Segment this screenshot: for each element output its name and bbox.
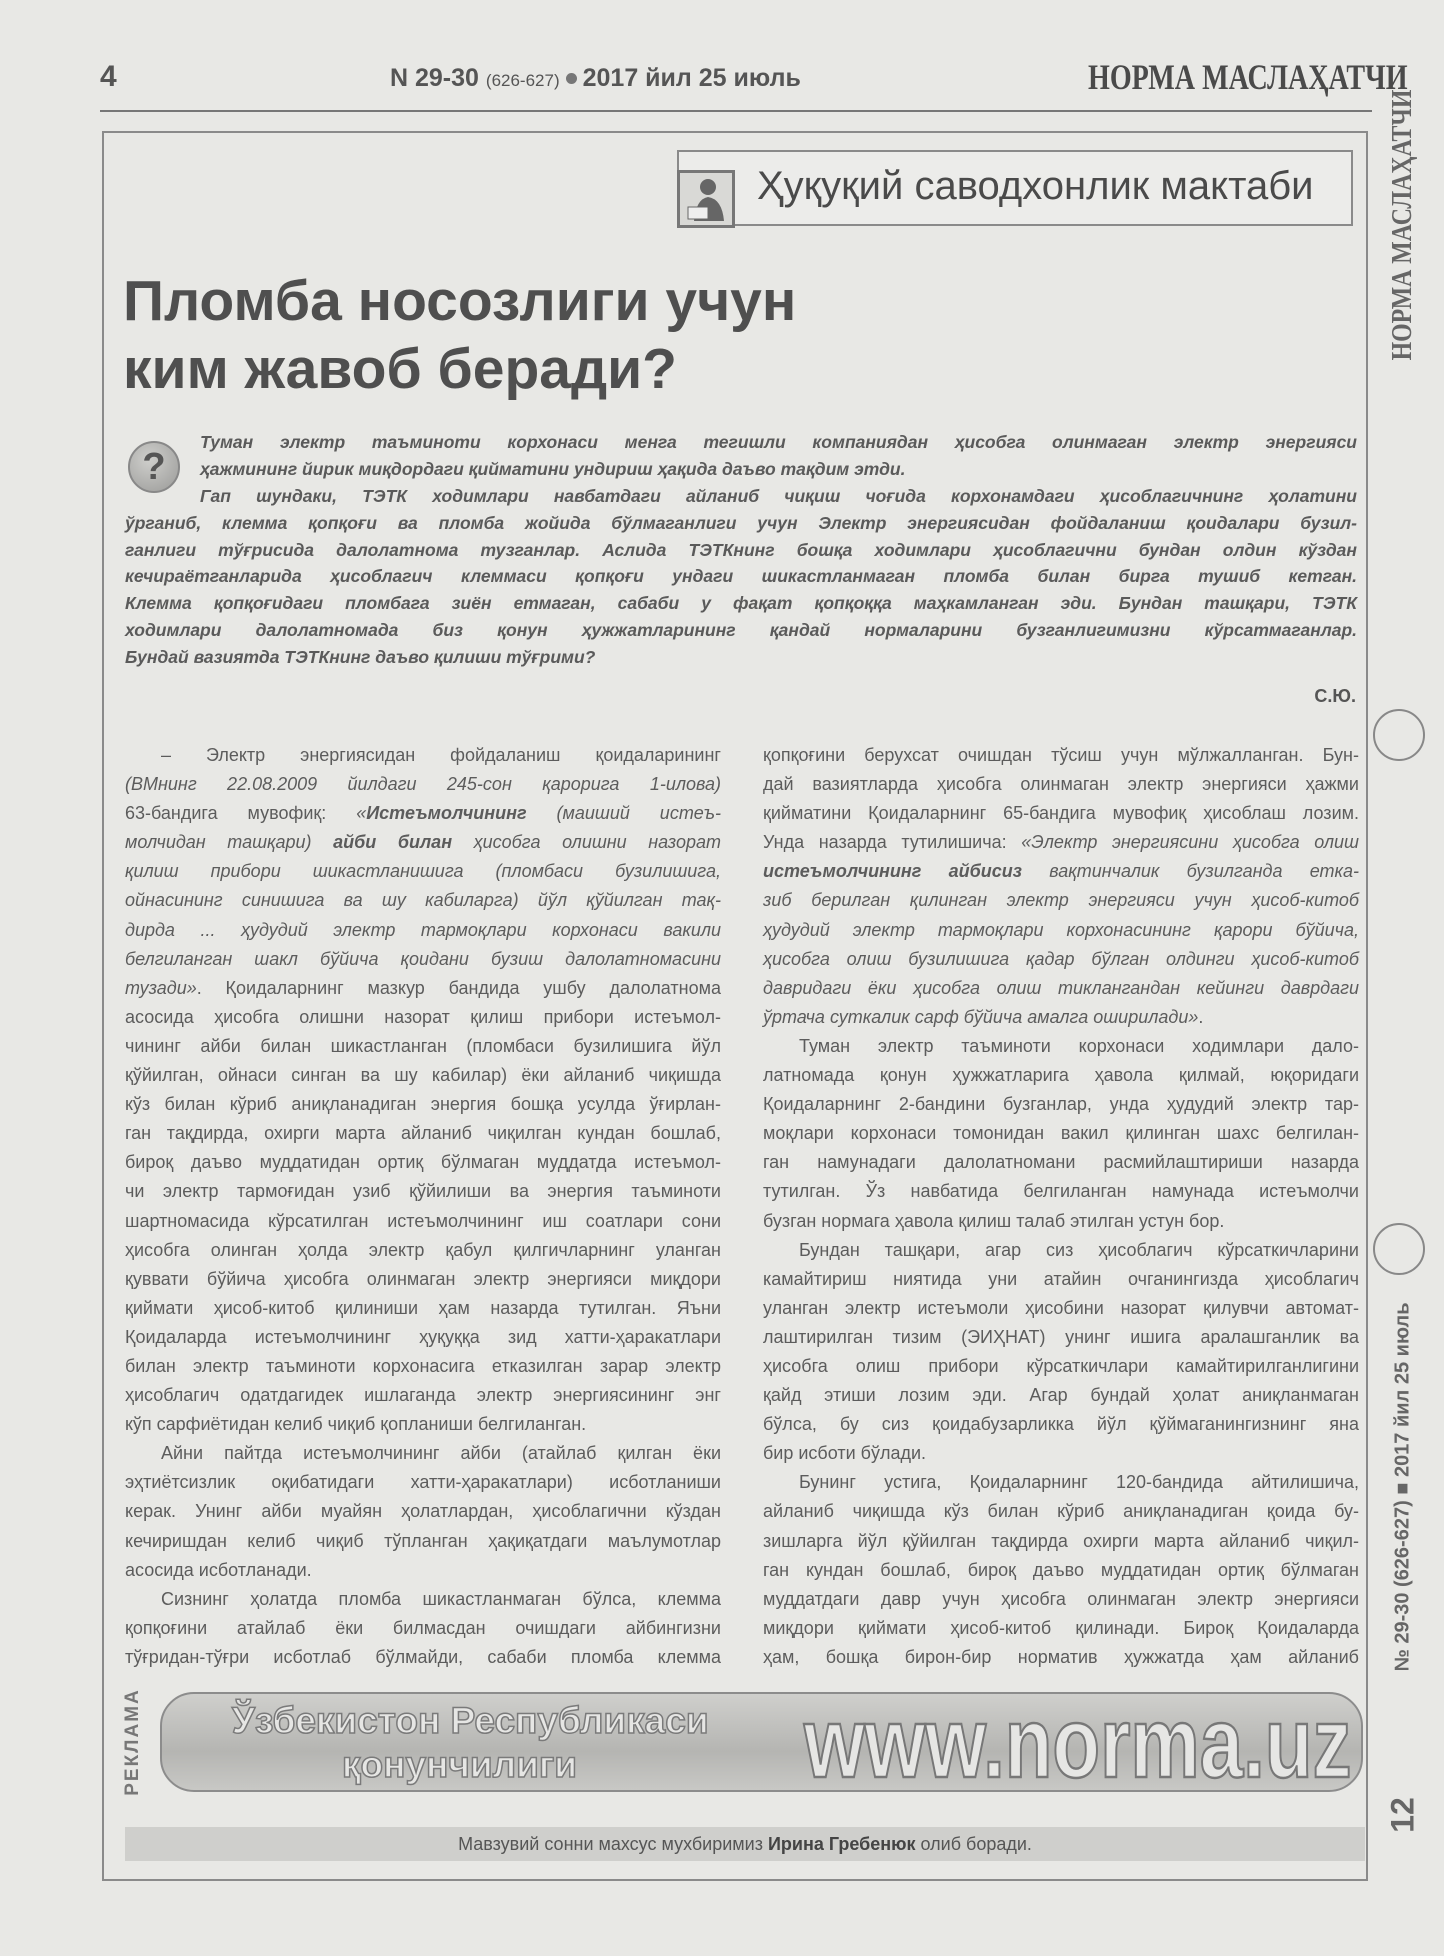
article-line xyxy=(763,1207,1359,1236)
text-segment: қопқоғини берухсат очишдан тўсиш учун мўлжалланган. Бун- xyxy=(763,745,1359,765)
text-segment: Айни пайтда истеъмолчининг айби (атайлаб қилган ёки xyxy=(161,1443,721,1464)
text-segment: (маиший истеъ- xyxy=(526,803,721,824)
issue-sub-number: (626-627) xyxy=(485,71,560,90)
question-line: Гап шундаки, ТЭТК ходимлари навбатдаги айланиб чиқиш чоғида корхонамдаги ҳисоблагичнинг ҳолатини xyxy=(200,485,1357,506)
text-segment: вақтинчалик бузилганда етка- xyxy=(1021,861,1360,882)
article-line xyxy=(125,1148,721,1177)
text-segment: миқдори қиймати ҳисоб-китоб қилинади. Бироқ Қоидаларда xyxy=(763,1617,1359,1638)
article-column-right xyxy=(763,741,1359,1672)
text-segment: қайд этиши лозим эди. Агар бундай ҳолат аниқланмаган xyxy=(763,1385,1359,1406)
text-segment: «Электр энергиясини ҳисобга олиш xyxy=(1021,832,1359,853)
text-segment: тўғридан-тўғри исботлаб бўлмайди, сабаби пломба клемма xyxy=(125,1646,721,1667)
text-segment: ҳам, бошқа бирон-бир норматив ҳужжатда ҳам айланиб xyxy=(763,1646,1359,1667)
article-line xyxy=(763,886,1359,915)
article-line xyxy=(125,1119,721,1148)
reader-question xyxy=(125,429,1357,671)
article-line xyxy=(763,1032,1359,1061)
article-line xyxy=(763,974,1359,1003)
text-segment: муддатдаги давр учун ҳисобга олинмаган электр энергияси xyxy=(763,1588,1359,1609)
question-line: ҳажмининг йирик миқдордаги қийматини ундириш ҳақида даъво тақдим этди. xyxy=(200,458,906,479)
credit-author-name: Ирина Гребенюк xyxy=(767,1834,916,1854)
text-segment: тузади» xyxy=(125,977,197,998)
page-number: 4 xyxy=(100,60,117,93)
article-line xyxy=(125,1265,721,1294)
binder-hole-icon xyxy=(1373,1223,1425,1275)
article-line xyxy=(763,1148,1359,1177)
text-segment: қўйилган, ойнаси синган ва шу кабилар) ёки айланиб чиқишда xyxy=(125,1065,721,1086)
article-line xyxy=(763,1527,1359,1556)
article-line xyxy=(125,1585,721,1614)
article-line xyxy=(763,857,1359,886)
text-segment: Туман электр таъминоти корхонаси ходимлари дало- xyxy=(799,1035,1359,1056)
text-segment: ҳисобга олиш прибори кўрсаткичлари камайтирилганлигини xyxy=(763,1355,1359,1376)
question-line: Бундай вазиятда ТЭТКнинг даъво қилиши тўғрими? xyxy=(125,647,596,668)
text-segment: дирда ... ҳудудий электр тармоқлари корхонаси вакили xyxy=(125,919,721,940)
article-line xyxy=(125,1207,721,1236)
article-line xyxy=(125,1236,721,1265)
text-segment: қилиш прибори шикастланишига (пломбаси бузилишига, xyxy=(125,861,721,882)
article-title-line-1: Пломба носозлиги учун xyxy=(123,269,797,333)
text-segment: керак. Унинг айби муайян ҳолатлардан, ҳисоблагични кўздан xyxy=(125,1501,721,1522)
ad-text-line-2: қонунчилиги xyxy=(342,1744,578,1785)
question-line: Туман электр таъминоти корхонаси менга тегишли компаниядан ҳисобга олинмаган электр энергияси xyxy=(200,432,1357,452)
text-segment: « xyxy=(356,803,367,824)
article-line xyxy=(125,974,721,1003)
text-segment: ўртача суткалик сарф бўйича амалга оширилади» xyxy=(763,1006,1199,1027)
text-segment: кечиришдан келиб чиқиб тўпланган ҳақиқатдаги маълумотлар xyxy=(125,1530,721,1551)
text-segment: Истеъмолчининг xyxy=(366,803,527,824)
side-page-number: 12 xyxy=(1384,1797,1421,1833)
text-segment: зиб берилган қилинган электр энергияси учун ҳисоб-китоб xyxy=(763,890,1359,911)
ad-banner[interactable] xyxy=(160,1692,1363,1792)
text-segment: қопқоғини атайлаб ёки билмасдан очишдаги айбингизни xyxy=(125,1617,721,1638)
article-line xyxy=(763,1556,1359,1585)
article-line xyxy=(125,1468,721,1497)
reader-figure-icon xyxy=(677,170,735,228)
article-line xyxy=(125,1614,721,1643)
article-line xyxy=(763,1352,1359,1381)
text-segment: ган намунадаги далолатномани расмийлаштириши назарда xyxy=(763,1152,1359,1173)
question-line: Клемма қопқоғидаги пломбага зиён етмаган, сабаби у фақат қопқоққа маҳкамланган эди. Бундан ташқари, ТЭТК xyxy=(125,593,1357,614)
question-signature: С.Ю. xyxy=(1314,686,1356,706)
question-line: ганлиги тўғрисида далолатнома тузганлар. Аслида ТЭТКнинг бошқа ходимлари ҳисоблагични бундан олдин кўздан xyxy=(125,539,1357,560)
text-segment: чи электр тармоғидан узиб қўйилиши ва энергия таъминоти xyxy=(125,1181,721,1202)
text-segment: ҳисобга олинган ҳолда электр қабул қилгичларнинг уланган xyxy=(125,1239,721,1260)
text-segment: асосида ҳисобга олишни назорат қилиш прибори истеъмол- xyxy=(125,1006,721,1027)
issue-number: N 29-30 xyxy=(390,64,479,92)
text-segment: – Электр энергиясидан фойдаланиш қоидаларининг xyxy=(161,745,721,765)
article-line xyxy=(763,1381,1359,1410)
text-segment: чининг айби билан шикастланган (пломбаси бузилишига йўл xyxy=(125,1035,721,1056)
text-segment: ган тақдирда, охирги марта айланиб чиқилган кундан бошлаб, xyxy=(125,1123,721,1144)
question-line: ходимлари далолатномада биз қонун ҳужжатларининг қандай нормаларини бузганлигимизни кўрсатмаганлар. xyxy=(125,620,1357,641)
text-segment: қиймати ҳисоб-китоб қилиниши ҳам назарда тутилган. Яъни xyxy=(125,1297,721,1318)
text-segment: белгиланган шакл бўйича қоидани бузиш далолатномасини xyxy=(125,948,721,969)
article-line xyxy=(125,1061,721,1090)
text-segment: бўлса, бу сиз қоидабузарликка йўл қўймаганингизнинг яна xyxy=(763,1414,1359,1435)
article-line xyxy=(125,916,721,945)
article-line xyxy=(763,1294,1359,1323)
text-segment: айби билан xyxy=(333,832,453,853)
text-segment: бир исботи бўлади. xyxy=(763,1443,927,1464)
article-line xyxy=(763,1236,1359,1265)
text-segment: (ВМнинг 22.08.2009 йилдаги 245-сон қарорига 1-илова) xyxy=(125,774,721,795)
article-line xyxy=(125,1643,721,1672)
text-segment: асосида исботланади. xyxy=(125,1559,312,1580)
text-segment: лаштирилган тизим (ЭИҲНАТ) унинг ишига аралашганлик ва xyxy=(763,1326,1359,1347)
text-segment: қуввати бўйича ҳисобга олинмаган электр энергияси миқдори xyxy=(125,1268,721,1289)
newspaper-logo: НОРМА МАСЛАҲАТЧИ xyxy=(1088,57,1408,97)
article-line xyxy=(125,828,721,857)
article-line xyxy=(763,770,1359,799)
article-line xyxy=(763,1090,1359,1119)
binder-hole-icon xyxy=(1373,709,1425,761)
text-segment: тутилган. Ўз навбатида белгиланган намунада истеъмолчи xyxy=(763,1181,1359,1202)
article-line xyxy=(125,1090,721,1119)
issue-date: 2017 йил 25 июль xyxy=(582,64,801,92)
article-line xyxy=(763,1585,1359,1614)
article-line xyxy=(125,799,721,828)
article-line xyxy=(763,1614,1359,1643)
article-line xyxy=(763,1003,1359,1032)
article-line xyxy=(763,1643,1359,1672)
text-segment: Сизнинг ҳолатда пломба шикастланмаган бўлса, клемма xyxy=(161,1588,721,1609)
text-segment: ҳудудий электр тармоқлари корхонасининг қарори бўйича, xyxy=(763,919,1359,940)
bullet-icon xyxy=(566,73,577,84)
text-segment: Унда назарда тутилишича: xyxy=(763,832,1022,853)
text-segment: эҳтиётсизлик оқибатидаги хатти-ҳаракатлари) исботланиши xyxy=(125,1472,721,1493)
article-line xyxy=(763,1439,1359,1468)
article-line xyxy=(125,1294,721,1323)
article-column-left xyxy=(125,741,721,1672)
article-line xyxy=(763,799,1359,828)
text-segment: ҳисоблагич одатдагидек ишлаганда электр энергиясининг энг xyxy=(125,1385,721,1406)
article-line xyxy=(763,741,1359,770)
text-segment: 63-бандига мувофиқ: xyxy=(125,803,357,824)
text-segment: давридаги ёки ҳисобга олиш тиклангандан кейинги даврдаги xyxy=(763,977,1359,998)
article-line xyxy=(125,1439,721,1468)
article-title-line-2: ким жавоб беради? xyxy=(123,337,677,401)
text-segment: қийматини Қоидаларнинг 65-бандига мувофиқ ҳисоблаш лозим. xyxy=(763,803,1359,824)
text-segment: камайтириш ниятида уни атайин очганингизда ҳисоблагич xyxy=(763,1268,1359,1289)
text-segment: уланган электр истеъмоли ҳисобини назорат қилувчи автомат- xyxy=(763,1297,1359,1318)
text-segment: молчидан ташқари) xyxy=(125,832,334,853)
section-tag xyxy=(677,150,1353,226)
article-line xyxy=(763,1177,1359,1206)
text-segment: зишларга йўл қўйилган тақдирда охирги марта айланиб чиқил- xyxy=(763,1530,1359,1551)
editor-credit xyxy=(125,1827,1365,1861)
article-line xyxy=(125,770,721,799)
article-line xyxy=(763,1265,1359,1294)
ad-url-link[interactable]: www.norma.uz xyxy=(804,1692,1352,1792)
article-line xyxy=(763,1061,1359,1090)
article-line xyxy=(763,1468,1359,1497)
side-newspaper-logo: НОРМА МАСЛАҲАТЧИ xyxy=(1387,89,1418,361)
text-segment: латномада қонун ҳужжатларига ҳавола қилмай, юқоридаги xyxy=(763,1065,1359,1086)
question-line: кечираётганларида ҳисоблагич клеммаси қопқоғи ундаги шикастланмаган пломба билан бирга тушиб кетган. xyxy=(125,566,1357,587)
article-line xyxy=(125,1556,721,1585)
question-mark-icon: ? xyxy=(128,441,180,493)
text-segment: истеъмолчининг айбисиз xyxy=(763,861,1022,882)
text-segment: бироқ даъво муддатидан ортиқ бўлмаган муддатда истеъмол- xyxy=(125,1152,721,1173)
article-line xyxy=(763,1410,1359,1439)
header-divider xyxy=(100,110,1372,112)
text-segment: ҳисобга олишни назорат xyxy=(452,832,721,853)
text-segment: моқлари корхонаси томонидан вакил қилинган шахс белгилан- xyxy=(763,1123,1359,1144)
article-line xyxy=(125,945,721,974)
text-segment: ҳисобга олиш бузилишига қадар бўлган олдинги ҳисоб-китоб xyxy=(763,948,1359,969)
text-segment: бузган нормага ҳавола қилиш талаб этилган устун бор. xyxy=(763,1210,1225,1231)
text-segment: ган кундан бошлаб, бироқ даъво муддатидан ортиқ бўлмаган xyxy=(763,1559,1359,1580)
article-line xyxy=(125,1410,721,1439)
ad-label: РЕКЛАМА xyxy=(122,1688,143,1796)
text-segment: кўз билан кўриб аниқланадиган энергия бошқа усулда ўғирлан- xyxy=(125,1094,721,1115)
article-line xyxy=(125,1497,721,1526)
text-segment: Бундан ташқари, агар сиз ҳисоблагич кўрсаткичларини xyxy=(799,1239,1359,1260)
text-segment: . Қоидаларнинг мазкур бандида ушбу далолатнома xyxy=(196,977,721,998)
issue-info xyxy=(390,64,801,93)
article-line xyxy=(125,886,721,915)
article-line xyxy=(125,1527,721,1556)
text-segment: кўп сарфиётидан келиб чиқиб қопланиши белгиланган. xyxy=(125,1414,587,1435)
text-segment: . xyxy=(1198,1006,1204,1027)
article-line xyxy=(763,945,1359,974)
article-line xyxy=(125,1352,721,1381)
article-line xyxy=(125,1323,721,1352)
text-segment: Қоидаларда истеъмолчининг ҳуқуққа зид хатти-ҳаракатлари xyxy=(125,1326,721,1347)
text-segment: ойнасининг синишига ва шу кабиларга) йўл қўйилган тақ- xyxy=(125,890,721,911)
article-line xyxy=(125,1003,721,1032)
credit-text-before: Мавзувий сонни махсус мухбиримиз xyxy=(458,1834,768,1854)
text-segment: шартномасида кўрсатилган истеъмолчининг иш соатлари сони xyxy=(125,1210,721,1231)
article-line xyxy=(125,741,721,770)
article-line xyxy=(125,1381,721,1410)
side-issue-info: № 29-30 (626-627) ■ 2017 йил 25 июль xyxy=(1391,1302,1414,1672)
credit-text-after: олиб боради. xyxy=(915,1834,1032,1854)
question-line: ўрганиб, клемма қопқоғи ва пломба жойида бўлмаганлиги учун Электр энергиясидан фойдаланиш қоидалари бузил- xyxy=(125,512,1357,533)
text-segment: айланиб чиқишда кўз билан кўриб аниқланадиган қоида бу- xyxy=(763,1501,1359,1522)
article-line xyxy=(125,1177,721,1206)
article-line xyxy=(125,857,721,886)
article-line xyxy=(763,916,1359,945)
section-tag-label: Ҳуқуқий саводхонлик мактаби xyxy=(757,164,1314,208)
article-line xyxy=(763,1119,1359,1148)
article-line xyxy=(763,1323,1359,1352)
text-segment: билан электр таъминоти корхонасига етказилган зарар электр xyxy=(125,1355,721,1376)
text-segment: дай вазиятларда ҳисобга олинмаган электр энергияси ҳажми xyxy=(763,774,1359,795)
article-line xyxy=(763,1497,1359,1526)
article-line xyxy=(125,1032,721,1061)
ad-text-line-1: Ўзбекистон Республикаси xyxy=(232,1700,709,1741)
article-line xyxy=(763,828,1359,857)
text-segment: Бунинг устига, Қоидаларнинг 120-бандида айтилишича, xyxy=(799,1472,1359,1493)
text-segment: Қоидаларнинг 2-бандини бузганлар, унда ҳудудий электр тар- xyxy=(763,1094,1359,1115)
